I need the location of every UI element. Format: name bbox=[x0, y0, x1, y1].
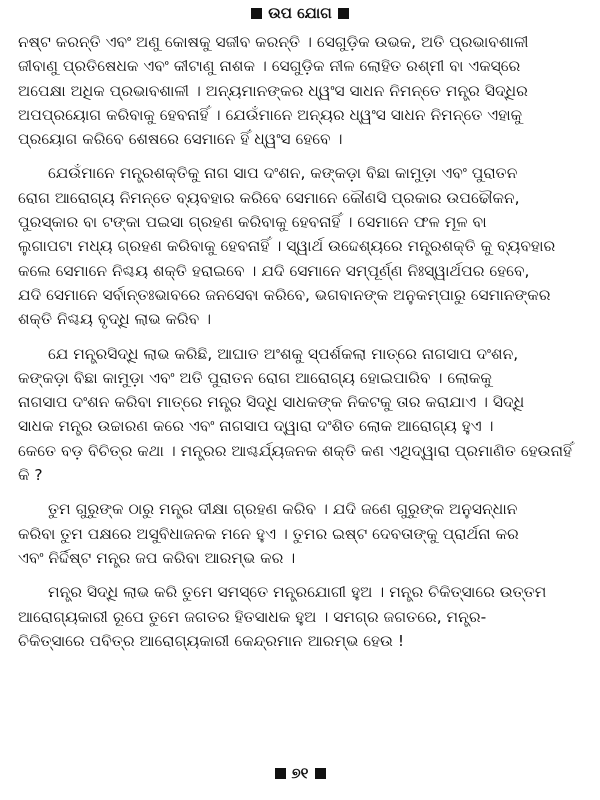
text-line: ପୁରସ୍କାର ବା ଟଙ୍କା ପଇସା ଗ୍ରହଣ କରିବାକୁ ହେବନାହିଁ । ସେମାନେ ଫଳ ମୂଳ ବା bbox=[18, 213, 487, 232]
text-line: ଲୁଗାପଟା ମଧ୍ୟ ଗ୍ରହଣ କରିବାକୁ ହେବନାହିଁ । ସ୍ୱାର୍ଥ ଉଦ୍ଦେଶ୍ୟରେ ମନ୍ତ୍ରଶକ୍ତି କୁ ବ୍ୟବହାର bbox=[18, 237, 556, 256]
text-line: ଅପପ୍ରୟୋଗ କରିବାକୁ ହେବନାହିଁ । ଯେଉଁମାନେ ଅନ୍ୟର ଧ୍ୱଂସ ସାଧନ ନିମନ୍ତେ ଏହାକୁ bbox=[18, 105, 523, 124]
text-line: କରିବା ତୁମ ପକ୍ଷରେ ଅସୁବିଧାଜନକ ମନେ ହୁଏ । ତୁମର ଇଷ୍ଟ ଦେବତାଙ୍କୁ ପ୍ରାର୍ଥନା କର bbox=[18, 524, 519, 543]
text-line: ଚିକିତ୍ସାରେ ପବିତ୍ର ଆରୋଗ୍ୟକାରୀ କେନ୍ଦ୍ରମାନ ଆରମ୍ଭ ହେଉ ! bbox=[18, 631, 405, 650]
running-header bbox=[0, 4, 600, 22]
text-line: ଆରୋଗ୍ୟକାରୀ ରୂପେ ତୁମେ ଜଗତର ହିତସାଧକ ହୁଅ । ସମଗ୍ର ଜଗତରେ, ମନ୍ତ୍ର- bbox=[18, 607, 487, 626]
text-line: ଯେଉଁମାନେ ମନ୍ତ୍ରଶକ୍ତିକୁ ନାଗ ସାପ ଦଂଶନ, କଙ୍କଡ଼ା ବିଛା କାମୁଡ଼ା ଏବଂ ପୁରାତନ bbox=[48, 164, 518, 183]
page-number: ୭୧ bbox=[291, 764, 309, 782]
paragraph bbox=[18, 497, 584, 570]
page-footer bbox=[0, 764, 600, 782]
text-line: ଯେ ମନ୍ତ୍ରସିଦ୍ଧି ଲାଭ କରିଛି, ଆଘାତ ଅଂଶକୁ ସ୍ପର୍ଶକଲା ମାତ୍ରେ ନାଗସାପ ଦଂଶନ, bbox=[48, 344, 519, 363]
text-line: ସାଧକ ମନ୍ତ୍ର ଉଚ୍ଚାରଣ କରେ ଏବଂ ନାଗସାପ ଦ୍ୱାରା ଦଂଶିତ ଲୋକ ଆରୋଗ୍ୟ ହୁଏ । bbox=[18, 417, 494, 436]
text-line: କଲେ ସେମାନେ ନିଶ୍ଚୟ ଶକ୍ତି ହରାଇବେ । ଯଦି ସେମାନେ ସମ୍ପୂର୍ଣ୍ଣ ନିଃସ୍ୱାର୍ଥପର ହେବେ, bbox=[18, 261, 530, 280]
text-line: ଏବଂ ନିର୍ଦ୍ଦିଷ୍ଟ ମନ୍ତ୍ର ଜପ କରିବା ଆରମ୍ଭ କର । bbox=[18, 548, 296, 567]
body-text bbox=[18, 30, 584, 653]
paragraph bbox=[18, 161, 584, 331]
text-line: ପ୍ରୟୋଗ କରିବେ ଶେଷରେ ସେମାନେ ହିଁ ଧ୍ୱଂସ ହେବେ । bbox=[18, 130, 343, 149]
footer-right-square-ornament bbox=[315, 768, 326, 779]
paragraph bbox=[18, 342, 584, 488]
text-line: ତୁମ ଗୁରୁଙ୍କ ଠାରୁ ମନ୍ତ୍ର ଦୀକ୍ଷା ଗ୍ରହଣ କରିବ । ଯଦି ଜଣେ ଗୁରୁଙ୍କ ଅନୁସନ୍ଧାନ bbox=[48, 500, 518, 519]
text-line: ରୋଗ ଆରୋଗ୍ୟ ନିମନ୍ତେ ବ୍ୟବହାର କରିବେ ସେମାନେ କୌଣସି ପ୍ରକାର ଉପଢୌକନ, bbox=[18, 188, 520, 207]
text-line: ଯଦି ସେମାନେ ସର୍ବାନ୍ତଃଭାବରେ ଜନସେବା କରିବେ, ଭଗବାନଙ୍କ ଅନୁକମ୍ପାରୁ ସେମାନଙ୍କର bbox=[18, 285, 551, 304]
text-line: ଶକ୍ତି ନିଶ୍ଚୟ ବୃଦ୍ଧି ଲାଭ କରିବ । bbox=[18, 310, 212, 329]
header-title: ଉପ ଯୋଗ bbox=[268, 4, 332, 22]
text-line: ମନ୍ତ୍ର ସିଦ୍ଧି ଲାଭ କରି ତୁମେ ସମସ୍ତେ ମନ୍ତ୍ରଯୋଗୀ ହୁଅ । ମନ୍ତ୍ର ଚିକିତ୍ସାରେ ଉତ୍ତମ bbox=[48, 583, 547, 602]
footer-left-square-ornament bbox=[275, 768, 286, 779]
header-left-square-ornament bbox=[251, 8, 262, 19]
text-line: ଅପେକ୍ଷା ଅଧିକ ପ୍ରଭାବଶାଳୀ । ଅନ୍ୟମାନଙ୍କର ଧ୍ୱଂସ ସାଧନ ନିମନ୍ତେ ମନ୍ତ୍ର ସିଦ୍ଧିର bbox=[18, 81, 528, 100]
text-line: ନାଗସାପ ଦଂଶନ କରିବା ମାତ୍ରେ ମନ୍ତ୍ର ସିଦ୍ଧି ସାଧକଙ୍କ ନିକଟକୁ ତାର କରାଯାଏ । ସିଦ୍ଧି bbox=[18, 393, 525, 412]
text-line: କେତେ ବଡ଼ ବିଚିତ୍ର କଥା । ମନ୍ତ୍ରର ଆଶ୍ଚର୍ଯ୍ୟଜନକ ଶକ୍ତି କଣ ଏଥିଦ୍ୱାରା ପ୍ରମାଣିତ ହେଉନାହିଁ bbox=[18, 441, 573, 460]
paragraph bbox=[18, 30, 584, 151]
text-line: କଙ୍କଡ଼ା ବିଛା କାମୁଡ଼ା ଏବଂ ଅତି ପୁରାତନ ରୋଗ ଆରୋଗ୍ୟ ହୋଇପାରିବ । ଲୋକକୁ bbox=[18, 368, 492, 387]
paragraph bbox=[18, 580, 584, 653]
header-right-square-ornament bbox=[338, 8, 349, 19]
text-line: କି ? bbox=[18, 466, 43, 485]
text-line: ଜୀବାଣୁ ପ୍ରତିଷେଧକ ଏବଂ କୀଟାଣୁ ନାଶକ । ସେଗୁଡ଼ିକ ନୀଳ ଲୋହିତ ରଶ୍ମୀ ବା ଏକସ୍‌ରେ bbox=[18, 57, 521, 76]
text-line: ନଷ୍ଟ କରନ୍ତି ଏବଂ ଅଣୁ କୋଷକୁ ସଜୀବ କରନ୍ତି । ସେଗୁଡ଼ିକ ଉଭକ, ଅତି ପ୍ରଭାବଶାଳୀ bbox=[18, 33, 529, 51]
